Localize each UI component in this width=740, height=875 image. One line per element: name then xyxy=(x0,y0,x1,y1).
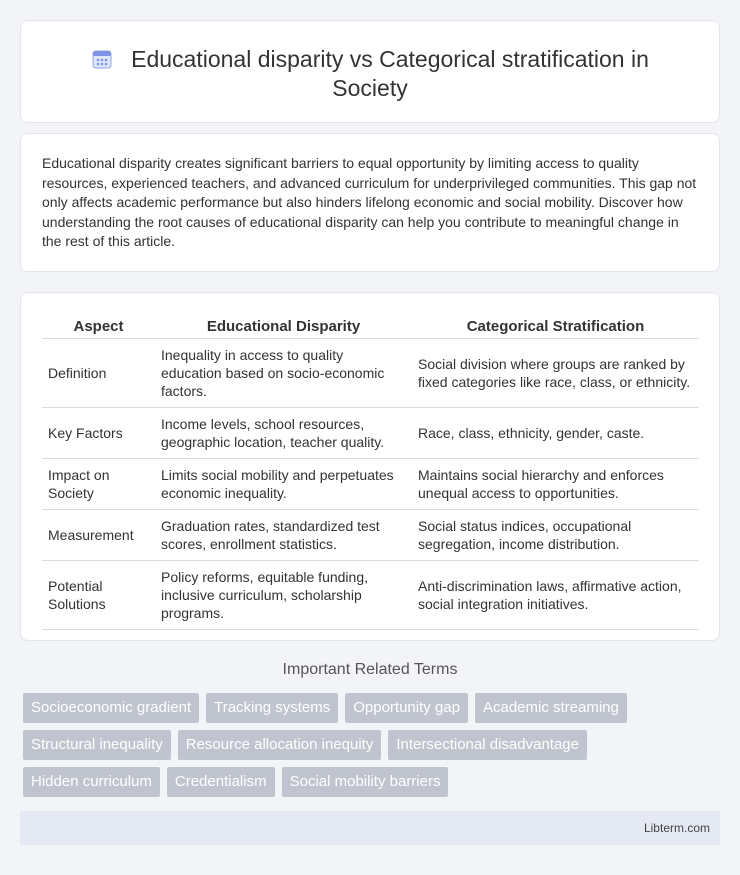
row-educational-disparity: Limits social mobility and perpetuates economic inequality. xyxy=(155,458,412,509)
related-term-tag[interactable]: Resource allocation inequity xyxy=(178,730,382,760)
related-term-tag[interactable]: Socioeconomic gradient xyxy=(23,693,199,723)
row-aspect: Impact on Society xyxy=(42,458,155,509)
table-row xyxy=(42,458,699,509)
row-aspect: Key Factors xyxy=(42,407,155,458)
related-term-tag[interactable]: Academic streaming xyxy=(475,693,627,723)
related-terms-list xyxy=(23,693,683,797)
page-title-wrap xyxy=(21,45,719,103)
row-categorical-stratification: Race, class, ethnicity, gender, caste. xyxy=(412,407,699,458)
footer xyxy=(20,811,720,845)
comparison-card xyxy=(20,292,720,641)
row-aspect: Definition xyxy=(42,338,155,407)
related-term-tag[interactable]: Intersectional disadvantage xyxy=(388,730,587,760)
row-educational-disparity: Income levels, school resources, geographic location, teacher quality. xyxy=(155,407,412,458)
related-term-tag[interactable]: Structural inequality xyxy=(23,730,171,760)
footer-site-link[interactable]: Libterm.com xyxy=(643,821,710,835)
row-aspect: Measurement xyxy=(42,509,155,560)
calendar-icon xyxy=(91,48,113,70)
row-educational-disparity: Graduation rates, standardized test scores, enrollment statistics. xyxy=(155,509,412,560)
table-row xyxy=(42,407,699,458)
row-educational-disparity: Inequality in access to quality education based on socio-economic factors. xyxy=(155,338,412,407)
table-header-row xyxy=(42,313,699,338)
row-categorical-stratification: Maintains social hierarchy and enforces unequal access to opportunities. xyxy=(412,458,699,509)
header-aspect: Aspect xyxy=(42,313,155,338)
row-aspect: Potential Solutions xyxy=(42,560,155,629)
related-term-tag[interactable]: Hidden curriculum xyxy=(23,767,160,797)
header-educational-disparity: Educational Disparity xyxy=(155,313,412,338)
intro-card xyxy=(20,133,720,272)
page-title: Educational disparity vs Categorical stratification in Society xyxy=(131,46,649,101)
table-row xyxy=(42,509,699,560)
header-categorical-stratification: Categorical Stratification xyxy=(412,313,699,338)
row-categorical-stratification: Social division where groups are ranked by fixed categories like race, class, or ethnicity. xyxy=(412,338,699,407)
table-row xyxy=(42,338,699,407)
table-row xyxy=(42,560,699,629)
comparison-table xyxy=(42,313,699,630)
related-term-tag[interactable]: Opportunity gap xyxy=(345,693,468,723)
row-educational-disparity: Policy reforms, equitable funding, inclusive curriculum, scholarship programs. xyxy=(155,560,412,629)
related-term-tag[interactable]: Tracking systems xyxy=(206,693,338,723)
related-terms-title: Important Related Terms xyxy=(282,661,458,678)
intro-paragraph: Educational disparity creates significant barriers to equal opportunity by limiting access to quality resources, experienced teachers, and advanced curriculum for underprivileged communities. This gap not only affects academic performance but also hinders lifelong economic and social mobility. Discover how understanding the root causes of educational disparity can help you contribute to meaningful change in the rest of this article. xyxy=(42,155,697,250)
row-categorical-stratification: Social status indices, occupational segregation, income distribution. xyxy=(412,509,699,560)
related-term-tag[interactable]: Social mobility barriers xyxy=(282,767,449,797)
row-categorical-stratification: Anti-discrimination laws, affirmative action, social integration initiatives. xyxy=(412,560,699,629)
title-card xyxy=(20,20,720,123)
related-term-tag[interactable]: Credentialism xyxy=(167,767,275,797)
